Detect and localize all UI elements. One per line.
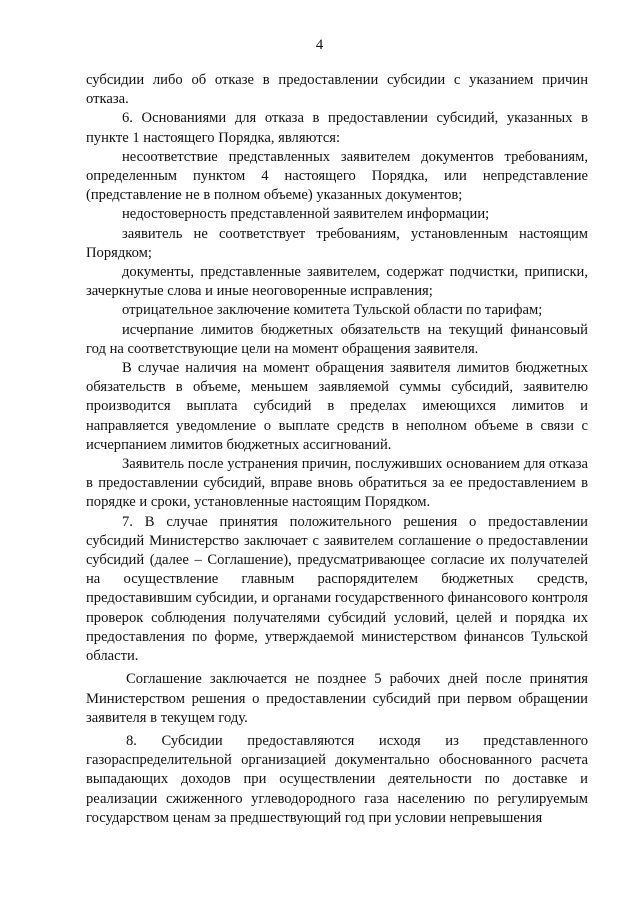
paragraph-false-information: недостоверность представленной заявителем информации; (122, 206, 490, 223)
document-body (86, 71, 588, 828)
paragraph-clause-7-agreement: 7. В случае принятия положительного решения о предоставлении субсидий Министерство заключает с заявителем соглашение о предоставлении субсидий (далее – Соглашение), предусматривающее согласие их получателей на осуществление главным распорядителем бюджетных средств, предоставившим субсидии, и органами государственного финансового контроля проверок соблюдения получателями субсидий условий, целей и порядка их предоставления по форме, утверждаемой министерством финансов Тульской области. (86, 513, 588, 665)
paragraph-partial-payment: В случае наличия на момент обращения заявителя лимитов бюджетных обязательств в объеме, меньшем заявляемой суммы субсидий, заявителю производится выплата субсидий в пределах имеющихся лимитов и направляется уведомление о выплате средств в неполном объеме в связи с исчерпанием лимитов бюджетных ассигнований. (86, 360, 588, 453)
paragraph-reapplication: Заявитель после устранения причин, послуживших основанием для отказа в предоставлении субсидий, вправе вновь обратиться за ее предоставлением в порядке и сроки, установленные настоящим Порядком. (86, 456, 588, 511)
paragraph-clause-6-refusal-grounds: 6. Основаниями для отказа в предоставлении субсидий, указанных в пункте 1 настоящего Порядка, являются: (86, 110, 588, 146)
page-number: 4 (315, 37, 324, 53)
paragraph-tariff-committee-conclusion: отрицательное заключение комитета Тульской области по тарифам; (122, 302, 543, 319)
paragraph-documents-mismatch: несоответствие представленных заявителем документов требованиям, определенным пунктом 4 настоящего Порядка, или непредставление (представление не в полном объеме) указанных документов; (86, 148, 588, 204)
paragraph-clause-8-subsidy-basis: 8. Субсидии предоставляются исходя из представленного газораспределительной организацией документально обоснованного расчета выпадающих доходов при осуществлении деятельности по доставке и реализации сжиженного углеводородного газа населению по регулируемым государством ценам за предшествующий год при условии непревышения (86, 732, 588, 826)
paragraph-agreement-deadline: Соглашение заключается не позднее 5 рабочих дней после принятия Министерством решения о предоставлении субсидий при первом обращении заявителя в текущем году. (86, 671, 588, 726)
paragraph-limits-exhausted: исчерпание лимитов бюджетных обязательств на текущий финансовый год на соответствующие цели на момент обращения заявителя. (86, 321, 588, 357)
paragraph-subsidy-decision-end: субсидии либо об отказе в предоставлении субсидии с указанием причин отказа. (86, 72, 588, 108)
paragraph-document-corrections: документы, представленные заявителем, содержат подчистки, приписки, зачеркнутые слова и иные неоговоренные исправления; (86, 264, 588, 300)
paragraph-requirements-mismatch: заявитель не соответствует требованиям, установленным настоящим Порядком; (86, 225, 588, 261)
